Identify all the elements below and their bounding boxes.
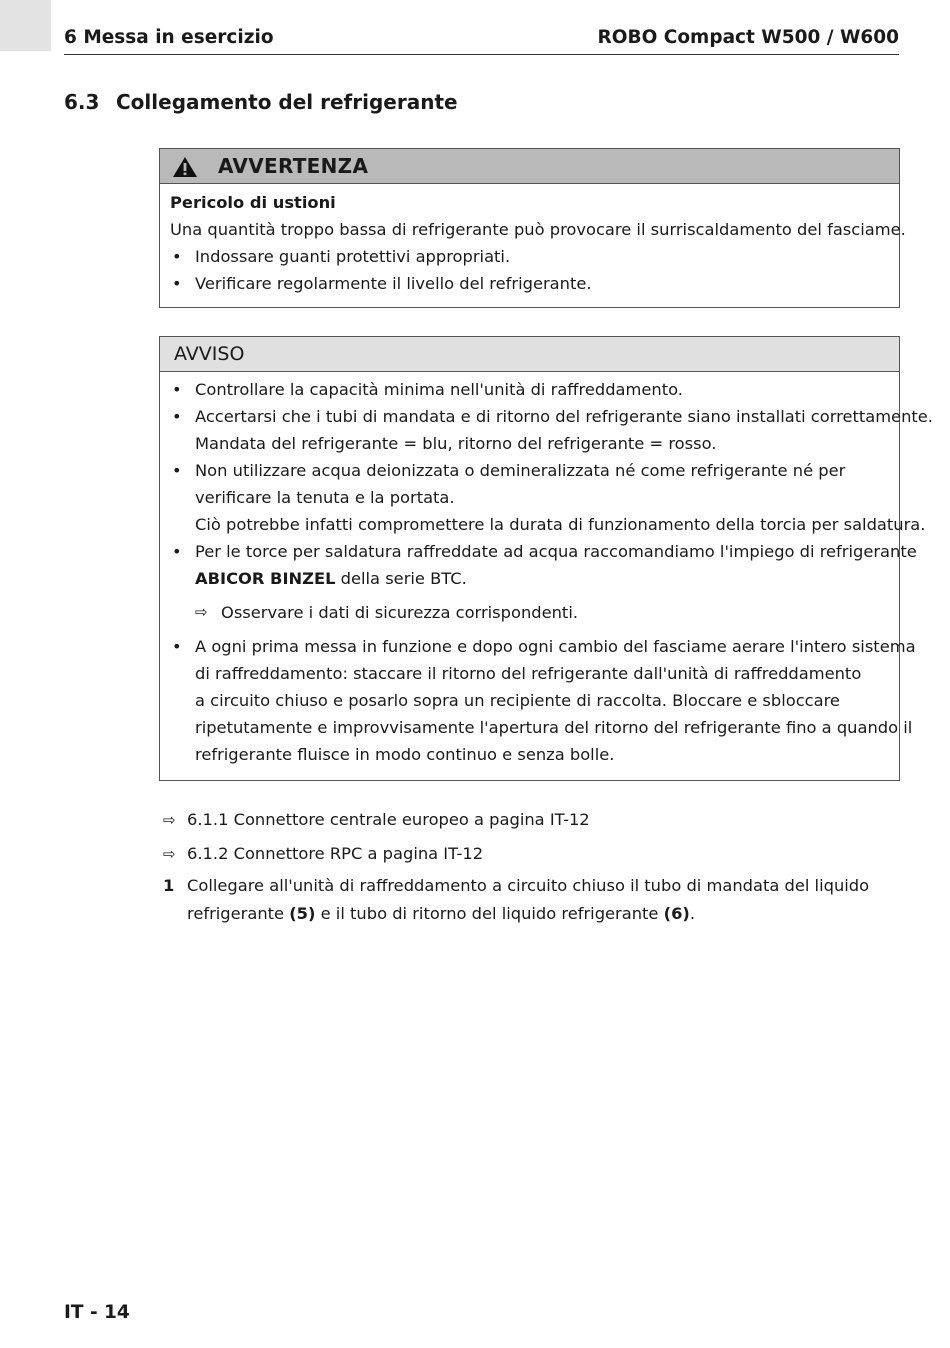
notice-list-continued bbox=[170, 633, 916, 768]
chapter-title: 6 Messa in esercizio bbox=[64, 27, 274, 48]
notice-list bbox=[170, 376, 933, 592]
list-item: • A ogni prima messa in funzione e dopo ogni cambio del fasciame aerare l'intero sistema di raffreddamento: staccare il ritorno del refrigerante dall'unità di raffreddamento a circuito chiuso e posarlo sopra un recipiente di raccolta. Bloccare e sbloccare ripetutamente e improvvisamente l'apertura del ritorno del refrigerante fino a quando il refrigerante fluisce in modo continuo e senza bolle. bbox=[172, 637, 916, 764]
list-item: • Controllare la capacità minima nell'unità di raffreddamento. bbox=[172, 380, 683, 399]
list-item: • Indossare guanti protettivi appropriati. bbox=[172, 247, 511, 266]
warning-box bbox=[159, 148, 906, 308]
item-ref-5: (5) bbox=[289, 904, 316, 923]
reference-list bbox=[163, 803, 590, 871]
step-text: Collegare all'unità di raffreddamento a circuito chiuso il tubo di mandata del liquido refrigerante (5) e il tubo di ritorno del liquido refrigerante (6). bbox=[187, 876, 870, 923]
arrow-right-icon: ⇨ bbox=[163, 845, 176, 863]
cross-reference: ⇨ Osservare i dati di sicurezza corrispondenti. bbox=[195, 599, 889, 626]
warning-header bbox=[160, 149, 899, 184]
section-heading bbox=[64, 90, 458, 114]
arrow-right-icon: ⇨ bbox=[163, 811, 176, 829]
notice-header bbox=[160, 337, 899, 372]
warning-text: Una quantità troppo bassa di refrigerante può provocare il surriscaldamento del fasciame. bbox=[170, 220, 906, 239]
section-number: 6.3 bbox=[64, 90, 100, 114]
warning-subtitle: Pericolo di ustioni bbox=[170, 193, 336, 212]
warning-list bbox=[170, 243, 889, 297]
step-number: 1 bbox=[163, 876, 175, 895]
arrow-right-icon: ⇨ bbox=[195, 603, 208, 621]
product-title: ROBO Compact W500 / W600 bbox=[597, 27, 899, 48]
list-item: • Verificare regolarmente il livello del refrigerante. bbox=[172, 274, 592, 293]
corner-tab bbox=[0, 0, 51, 51]
page-number: IT - 14 bbox=[64, 1302, 130, 1323]
notice-title: AVVISO bbox=[174, 343, 245, 365]
list-item: • Accertarsi che i tubi di mandata e di ritorno del refrigerante siano installati correttamente. Mandata del refrigerante = blu, ritorno del refrigerante = rosso. bbox=[172, 407, 933, 453]
item-ref-6: (6) bbox=[663, 904, 690, 923]
list-item: • Per le torce per saldatura raffreddate ad acqua raccomandiamo l'impiego di refrigerante ABICOR BINZEL della serie BTC. bbox=[172, 542, 917, 588]
notice-body bbox=[160, 372, 933, 768]
warning-title: AVVERTENZA bbox=[218, 154, 369, 178]
reference-link[interactable]: ⇨ 6.1.2 Connettore RPC a pagina IT-12 bbox=[163, 837, 590, 871]
instruction-step bbox=[163, 872, 883, 928]
warning-body bbox=[160, 184, 906, 297]
warning-triangle-icon bbox=[172, 156, 198, 178]
reference-link[interactable]: ⇨ 6.1.1 Connettore centrale europeo a pagina IT-12 bbox=[163, 803, 590, 837]
notice-box bbox=[159, 336, 933, 781]
page-header bbox=[64, 27, 899, 55]
list-item: • Non utilizzare acqua deionizzata o demineralizzata né come refrigerante né per verificare la tenuta e la portata. Ciò potrebbe infatti compromettere la durata di funzionamento della torcia per saldatura. bbox=[172, 461, 926, 534]
section-title: Collegamento del refrigerante bbox=[116, 90, 458, 114]
brand-name: ABICOR BINZEL bbox=[195, 569, 336, 588]
